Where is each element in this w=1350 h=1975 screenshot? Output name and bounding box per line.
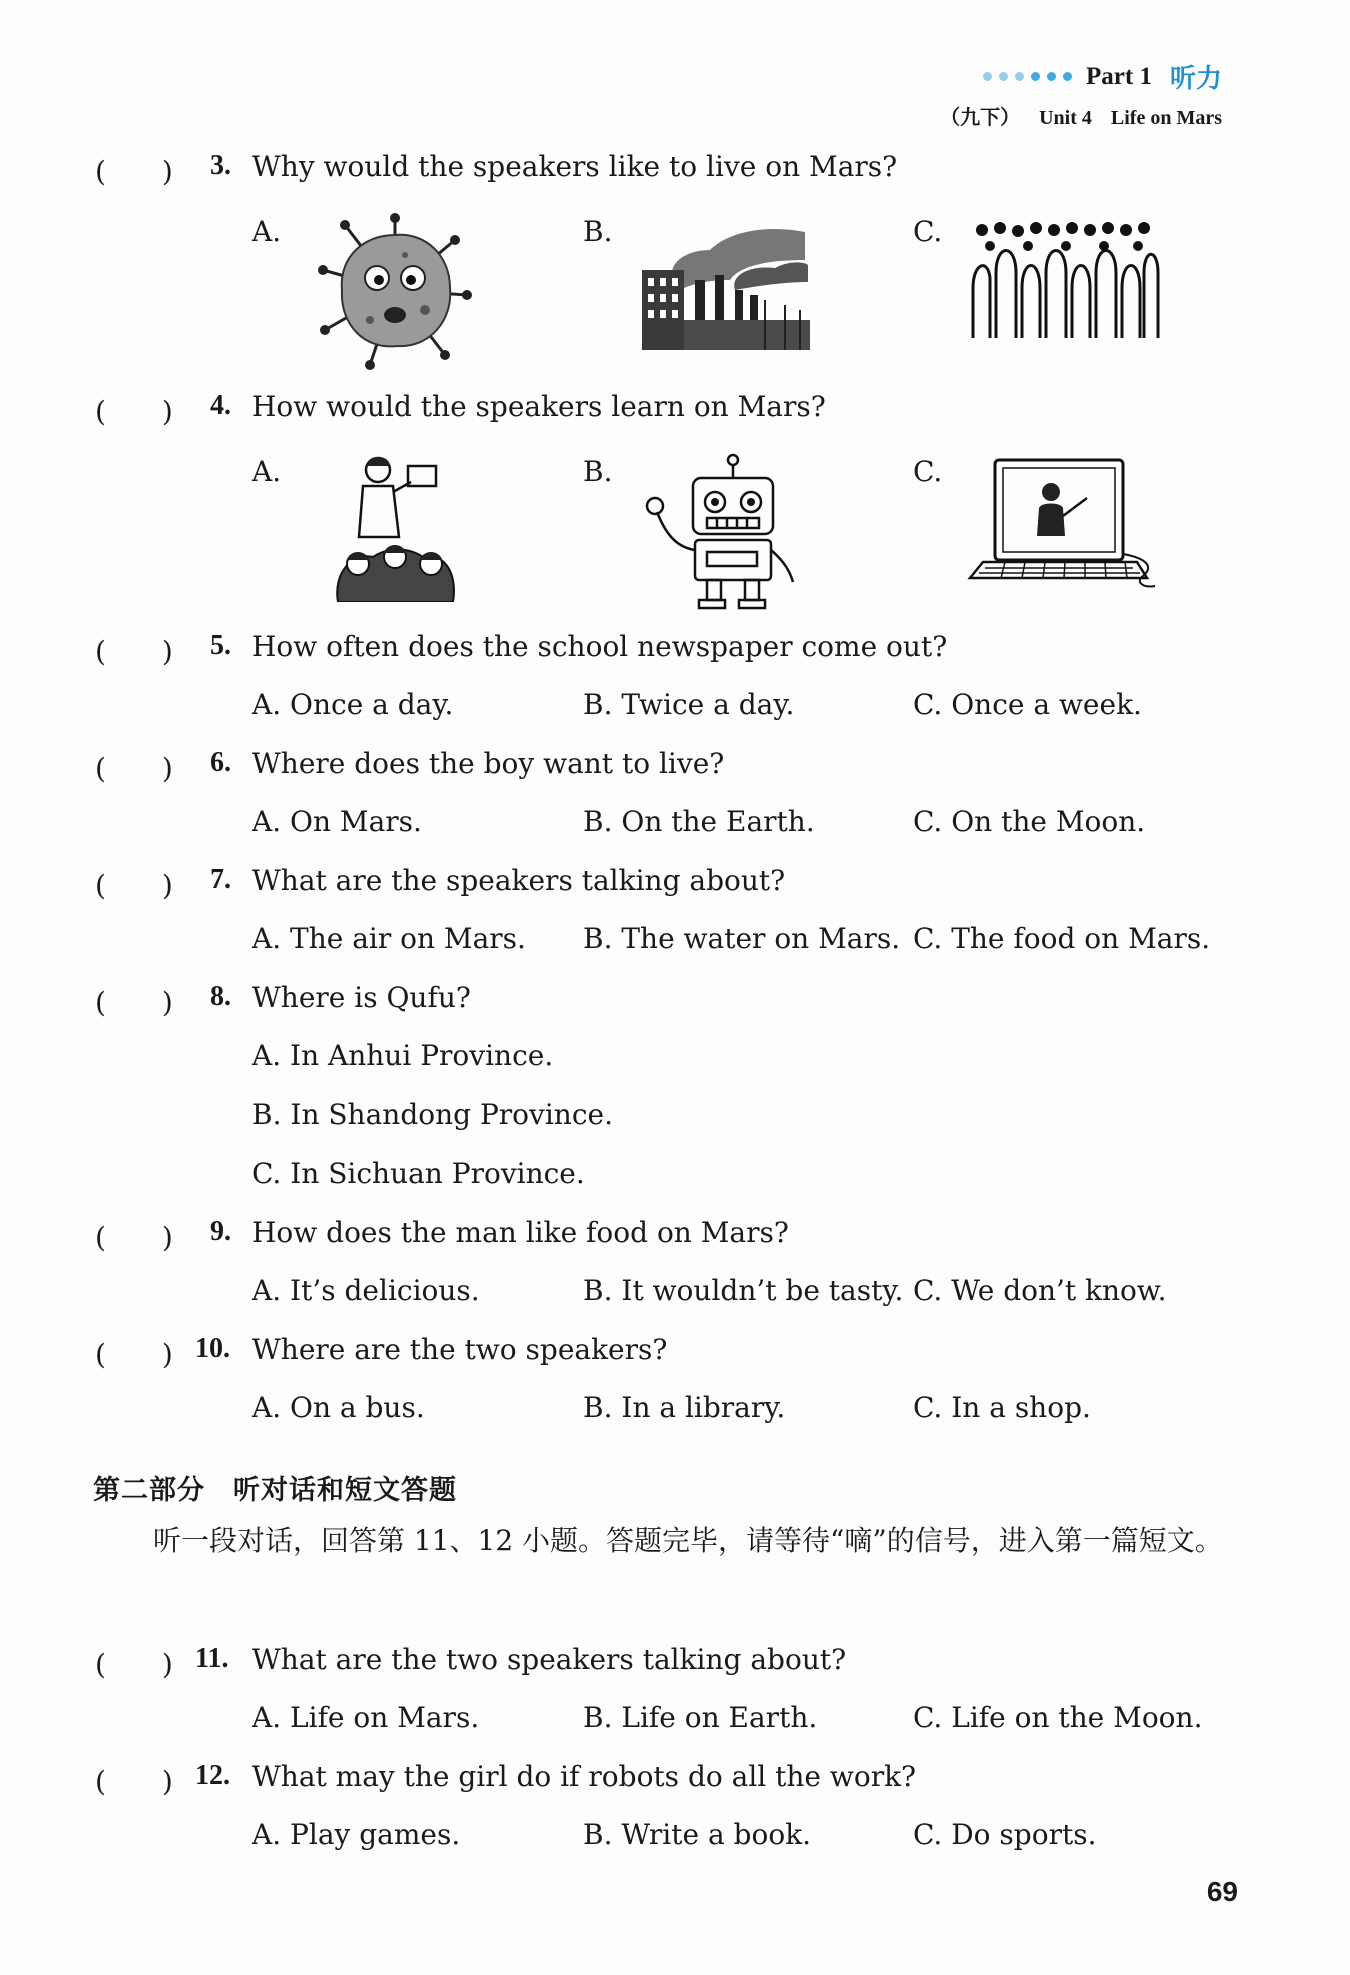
question-number: 12. (195, 1760, 230, 1791)
question-text: What are the speakers talking about? (252, 864, 786, 897)
section-2-instruction: 听一段对话，回答第 11、12 小题。答题完毕，请等待“嘀”的信号，进入第一篇短文。 (153, 1524, 1223, 1557)
question-text: Where is Qufu? (252, 981, 471, 1014)
question-number: 7. (210, 864, 231, 895)
header-dots-decoration (983, 72, 1072, 81)
option-c[interactable]: C. (913, 455, 943, 488)
option-b[interactable]: B. (583, 455, 613, 488)
option-a[interactable]: A. Life on Mars. (252, 1701, 480, 1734)
option-a[interactable]: A. (252, 215, 282, 248)
classroom-teacher-illustration (333, 452, 458, 602)
question-text: Where are the two speakers? (252, 1333, 668, 1366)
page-number: 69 (1206, 1876, 1238, 1907)
answer-blank[interactable]: ( ) (95, 1221, 173, 1254)
header-unit: Unit 4 (1039, 107, 1092, 129)
section-2-title: 第二部分 听对话和短文答题 (93, 1475, 457, 1506)
option-c[interactable]: C. We don’t know. (913, 1274, 1167, 1307)
answer-blank[interactable]: ( ) (95, 635, 173, 668)
answer-blank[interactable]: ( ) (95, 986, 173, 1019)
option-a[interactable]: A. (252, 455, 282, 488)
option-c[interactable]: C. In Sichuan Province. (252, 1157, 585, 1190)
option-b[interactable]: B. (583, 215, 613, 248)
robot-illustration (635, 452, 795, 612)
option-b[interactable]: B. Twice a day. (583, 688, 795, 721)
header-unit-title: Life on Mars (1110, 107, 1222, 129)
option-c[interactable]: C. The food on Mars. (913, 922, 1211, 955)
question-text: Why would the speakers like to live on Mars? (252, 150, 898, 183)
option-b[interactable]: B. The water on Mars. (583, 922, 901, 955)
question-number: 8. (210, 981, 231, 1012)
option-a[interactable]: A. On a bus. (252, 1391, 425, 1424)
option-a[interactable]: A. In Anhui Province. (252, 1039, 554, 1072)
option-a[interactable]: A. Play games. (252, 1818, 461, 1851)
answer-blank[interactable]: ( ) (95, 1338, 173, 1371)
answer-blank[interactable]: ( ) (95, 395, 173, 428)
question-text: What are the two speakers talking about? (252, 1643, 847, 1676)
option-b[interactable]: B. Write a book. (583, 1818, 812, 1851)
option-c[interactable]: C. Once a week. (913, 688, 1142, 721)
question-text: Where does the boy want to live? (252, 747, 725, 780)
header-part: Part 1 (1086, 62, 1152, 90)
option-a[interactable]: A. It’s delicious. (252, 1274, 480, 1307)
question-number: 4. (210, 390, 231, 421)
question-number: 9. (210, 1216, 231, 1247)
question-number: 3. (210, 150, 231, 181)
option-c[interactable]: C. On the Moon. (913, 805, 1146, 838)
option-b[interactable]: B. In Shandong Province. (252, 1098, 613, 1131)
virus-illustration (315, 210, 475, 370)
question-text: How does the man like food on Mars? (252, 1216, 789, 1249)
option-a[interactable]: A. On Mars. (252, 805, 422, 838)
answer-blank[interactable]: ( ) (95, 155, 173, 188)
header-grade: （九下） (940, 107, 1021, 129)
question-text: How would the speakers learn on Mars? (252, 390, 826, 423)
answer-blank[interactable]: ( ) (95, 869, 173, 902)
option-b[interactable]: B. On the Earth. (583, 805, 815, 838)
question-text: What may the girl do if robots do all the work? (252, 1760, 917, 1793)
answer-blank[interactable]: ( ) (95, 752, 173, 785)
computer-online-class-illustration (965, 458, 1160, 593)
option-a[interactable]: A. The air on Mars. (252, 922, 526, 955)
option-b[interactable]: B. In a library. (583, 1391, 786, 1424)
question-number: 11. (195, 1643, 229, 1674)
question-number: 6. (210, 747, 231, 778)
question-text: How often does the school newspaper come out? (252, 630, 948, 663)
option-c[interactable]: C. (913, 215, 943, 248)
option-c[interactable]: C. Life on the Moon. (913, 1701, 1203, 1734)
option-b[interactable]: B. It wouldn’t be tasty. (583, 1274, 904, 1307)
factory-pollution-illustration (640, 220, 810, 350)
header-section: 听力 (1169, 64, 1222, 94)
option-b[interactable]: B. Life on Earth. (583, 1701, 818, 1734)
question-number: 10. (195, 1333, 230, 1364)
page-header (926, 58, 1222, 130)
question-number: 5. (210, 630, 231, 661)
answer-blank[interactable]: ( ) (95, 1648, 173, 1681)
option-c[interactable]: C. In a shop. (913, 1391, 1091, 1424)
crowd-illustration (968, 218, 1160, 338)
answer-blank[interactable]: ( ) (95, 1765, 173, 1798)
option-a[interactable]: A. Once a day. (252, 688, 454, 721)
option-c[interactable]: C. Do sports. (913, 1818, 1097, 1851)
